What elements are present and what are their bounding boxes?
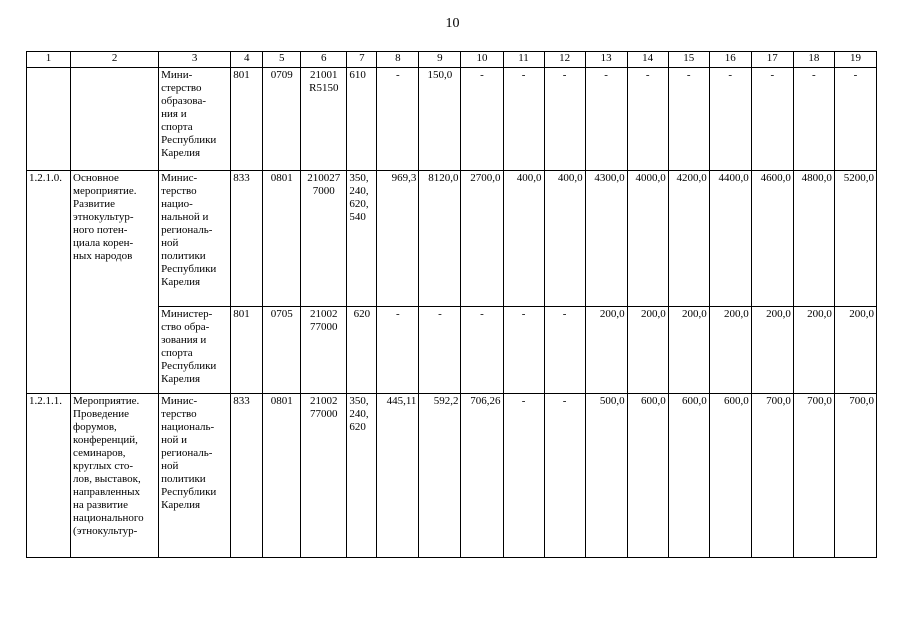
table-row: [27, 171, 877, 307]
value-cell: 200,0: [585, 307, 627, 394]
value-cell: 200,0: [668, 307, 709, 394]
cell-4: 833: [231, 171, 263, 307]
value-cell: 500,0: [585, 394, 627, 558]
value-cell: 8120,0: [419, 171, 461, 307]
value-cell: 600,0: [627, 394, 668, 558]
value-cell: -: [668, 68, 709, 171]
cell-4: 801: [231, 307, 263, 394]
value-cell: 200,0: [709, 307, 751, 394]
value-cell: 600,0: [709, 394, 751, 558]
value-cell: -: [377, 68, 419, 171]
header-cell: 8: [377, 52, 419, 68]
value-cell: 4600,0: [751, 171, 793, 307]
cell-7: 350, 240, 620, 540: [347, 171, 377, 307]
cell-6: 21002 77000: [301, 307, 347, 394]
header-cell: 5: [263, 52, 301, 68]
value-cell: 4300,0: [585, 171, 627, 307]
cell-4: 801: [231, 68, 263, 171]
cell-5: 0801: [263, 171, 301, 307]
value-cell: -: [544, 68, 585, 171]
cell-7: 610: [347, 68, 377, 171]
value-cell: -: [585, 68, 627, 171]
value-cell: 200,0: [627, 307, 668, 394]
header-cell: 19: [834, 52, 876, 68]
value-cell: 200,0: [751, 307, 793, 394]
org-cell: Министер- ство обра- зования и спорта Республики Карелия: [159, 307, 231, 394]
cell-5: 0709: [263, 68, 301, 171]
code-cell: [27, 68, 71, 171]
value-cell: 700,0: [834, 394, 876, 558]
value-cell: 400,0: [503, 171, 544, 307]
value-cell: -: [503, 307, 544, 394]
value-cell: -: [461, 307, 503, 394]
org-cell: Минис- терство нацио- нальной и региональ- ной политики Республики Карелия: [159, 171, 231, 307]
value-cell: 4000,0: [627, 171, 668, 307]
header-cell: 13: [585, 52, 627, 68]
header-cell: 7: [347, 52, 377, 68]
name-cell: Мероприятие. Проведение форумов, конференций, семинаров, круглых сто- лов, выставок, направленных на развитие национального (этнокультур-: [71, 394, 159, 558]
value-cell: 706,26: [461, 394, 503, 558]
name-cell: Основное мероприятие. Развитие этнокультур- ного потен- циала корен- ных народов: [71, 171, 159, 394]
header-cell: 3: [159, 52, 231, 68]
value-cell: -: [503, 394, 544, 558]
page-number: 10: [445, 16, 460, 31]
header-cell: 9: [419, 52, 461, 68]
budget-table: [26, 51, 877, 558]
value-cell: 445,11: [377, 394, 419, 558]
value-cell: 4400,0: [709, 171, 751, 307]
header-cell: 1: [27, 52, 71, 68]
cell-4: 833: [231, 394, 263, 558]
header-cell: 11: [503, 52, 544, 68]
table-row: [27, 394, 877, 558]
cell-6: 21002 77000: [301, 394, 347, 558]
header-cell: 18: [793, 52, 834, 68]
cell-6: 210027 7000: [301, 171, 347, 307]
code-cell: 1.2.1.1.: [27, 394, 71, 558]
cell-5: 0801: [263, 394, 301, 558]
value-cell: 600,0: [668, 394, 709, 558]
header-cell: 10: [461, 52, 503, 68]
cell-6: 21001 R5150: [301, 68, 347, 171]
value-cell: 4200,0: [668, 171, 709, 307]
value-cell: -: [627, 68, 668, 171]
header-cell: 15: [668, 52, 709, 68]
header-row: [27, 52, 877, 68]
header-cell: 6: [301, 52, 347, 68]
value-cell: 592,2: [419, 394, 461, 558]
value-cell: -: [793, 68, 834, 171]
header-cell: 14: [627, 52, 668, 68]
name-cell: [71, 68, 159, 171]
header-cell: 2: [71, 52, 159, 68]
value-cell: -: [751, 68, 793, 171]
value-cell: 969,3: [377, 171, 419, 307]
value-cell: -: [709, 68, 751, 171]
value-cell: 4800,0: [793, 171, 834, 307]
header-cell: 16: [709, 52, 751, 68]
org-cell: Мини- стерство образова- ния и спорта Республики Карелия: [159, 68, 231, 171]
value-cell: -: [461, 68, 503, 171]
value-cell: 700,0: [793, 394, 834, 558]
value-cell: 150,0: [419, 68, 461, 171]
cell-7: 350, 240, 620: [347, 394, 377, 558]
value-cell: 400,0: [544, 171, 585, 307]
header-cell: 12: [544, 52, 585, 68]
value-cell: 700,0: [751, 394, 793, 558]
table-row: [27, 68, 877, 171]
value-cell: 5200,0: [834, 171, 876, 307]
header-cell: 17: [751, 52, 793, 68]
value-cell: 200,0: [834, 307, 876, 394]
value-cell: -: [503, 68, 544, 171]
value-cell: -: [544, 394, 585, 558]
cell-5: 0705: [263, 307, 301, 394]
value-cell: -: [377, 307, 419, 394]
value-cell: -: [544, 307, 585, 394]
org-cell: Минис- терство националь- ной и региональ- ной политики Республики Карелия: [159, 394, 231, 558]
value-cell: 200,0: [793, 307, 834, 394]
value-cell: -: [419, 307, 461, 394]
value-cell: -: [834, 68, 876, 171]
code-cell: 1.2.1.0.: [27, 171, 71, 394]
header-cell: 4: [231, 52, 263, 68]
value-cell: 2700,0: [461, 171, 503, 307]
cell-7: 620: [347, 307, 377, 394]
